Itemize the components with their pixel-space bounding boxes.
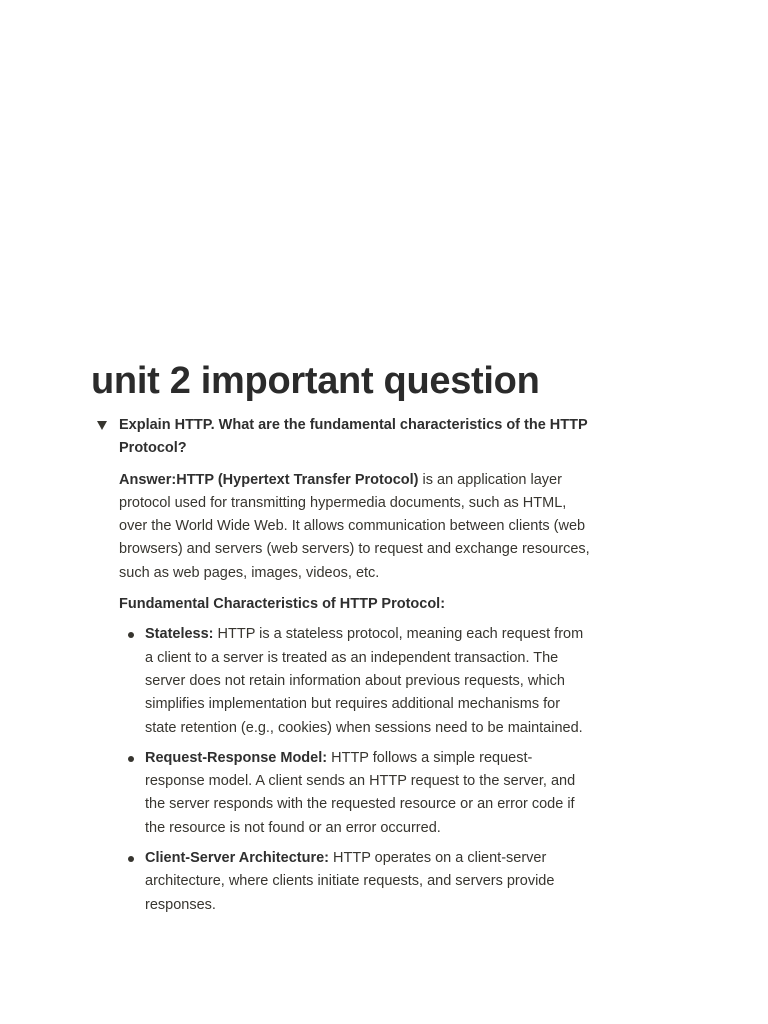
- bullet-term: Request-Response Model:: [145, 749, 328, 766]
- bullet-term: Stateless:: [145, 626, 214, 643]
- list-item: [119, 623, 591, 739]
- characteristics-list: [119, 623, 591, 917]
- answer-text: is an application layer protocol used for transmitting hypermedia documents, such as HTML, over the World Wide Web. It allows communication between clients (web browsers) and servers (web servers) to request and exchange resources, such as web pages, images, videos, etc.: [119, 471, 590, 581]
- answer-term: HTTP (Hypertext Transfer Protocol): [176, 471, 419, 488]
- list-item: [119, 747, 591, 840]
- toggle-header[interactable]: [91, 414, 591, 461]
- toggle-body: [91, 469, 591, 917]
- bullet-text: HTTP is a stateless protocol, meaning each request from a client to a server is treated as an independent transaction. The server does not retain information about previous requests, which simplifies implementation but requires additional mechanisms for state retention (e.g., cookies) when sessions need to be maintained.: [145, 626, 584, 736]
- toggle-block: [91, 414, 591, 924]
- page-title: unit 2 important question: [91, 360, 540, 402]
- bullet-dot-icon: [128, 856, 134, 862]
- answer-paragraph: [119, 469, 591, 585]
- bullet-dot-icon: [128, 756, 134, 762]
- answer-label: Answer:: [119, 471, 177, 488]
- toggle-triangle-icon[interactable]: [97, 421, 107, 430]
- characteristics-heading: Fundamental Characteristics of HTTP Protocol:: [119, 596, 446, 613]
- bullet-term: Client-Server Architecture:: [145, 850, 329, 867]
- list-item: [119, 847, 591, 917]
- bullet-text: HTTP follows a simple request-response model. A client sends an HTTP request to the server, and the server responds with the requested resource or an error code if the resource is not found or an error occurred.: [145, 749, 576, 836]
- bullet-text: HTTP operates on a client-server architecture, where clients initiate requests, and servers provide responses.: [145, 850, 555, 913]
- bullet-dot-icon: [128, 632, 134, 638]
- toggle-question: Explain HTTP. What are the fundamental characteristics of the HTTP Protocol?: [119, 417, 588, 457]
